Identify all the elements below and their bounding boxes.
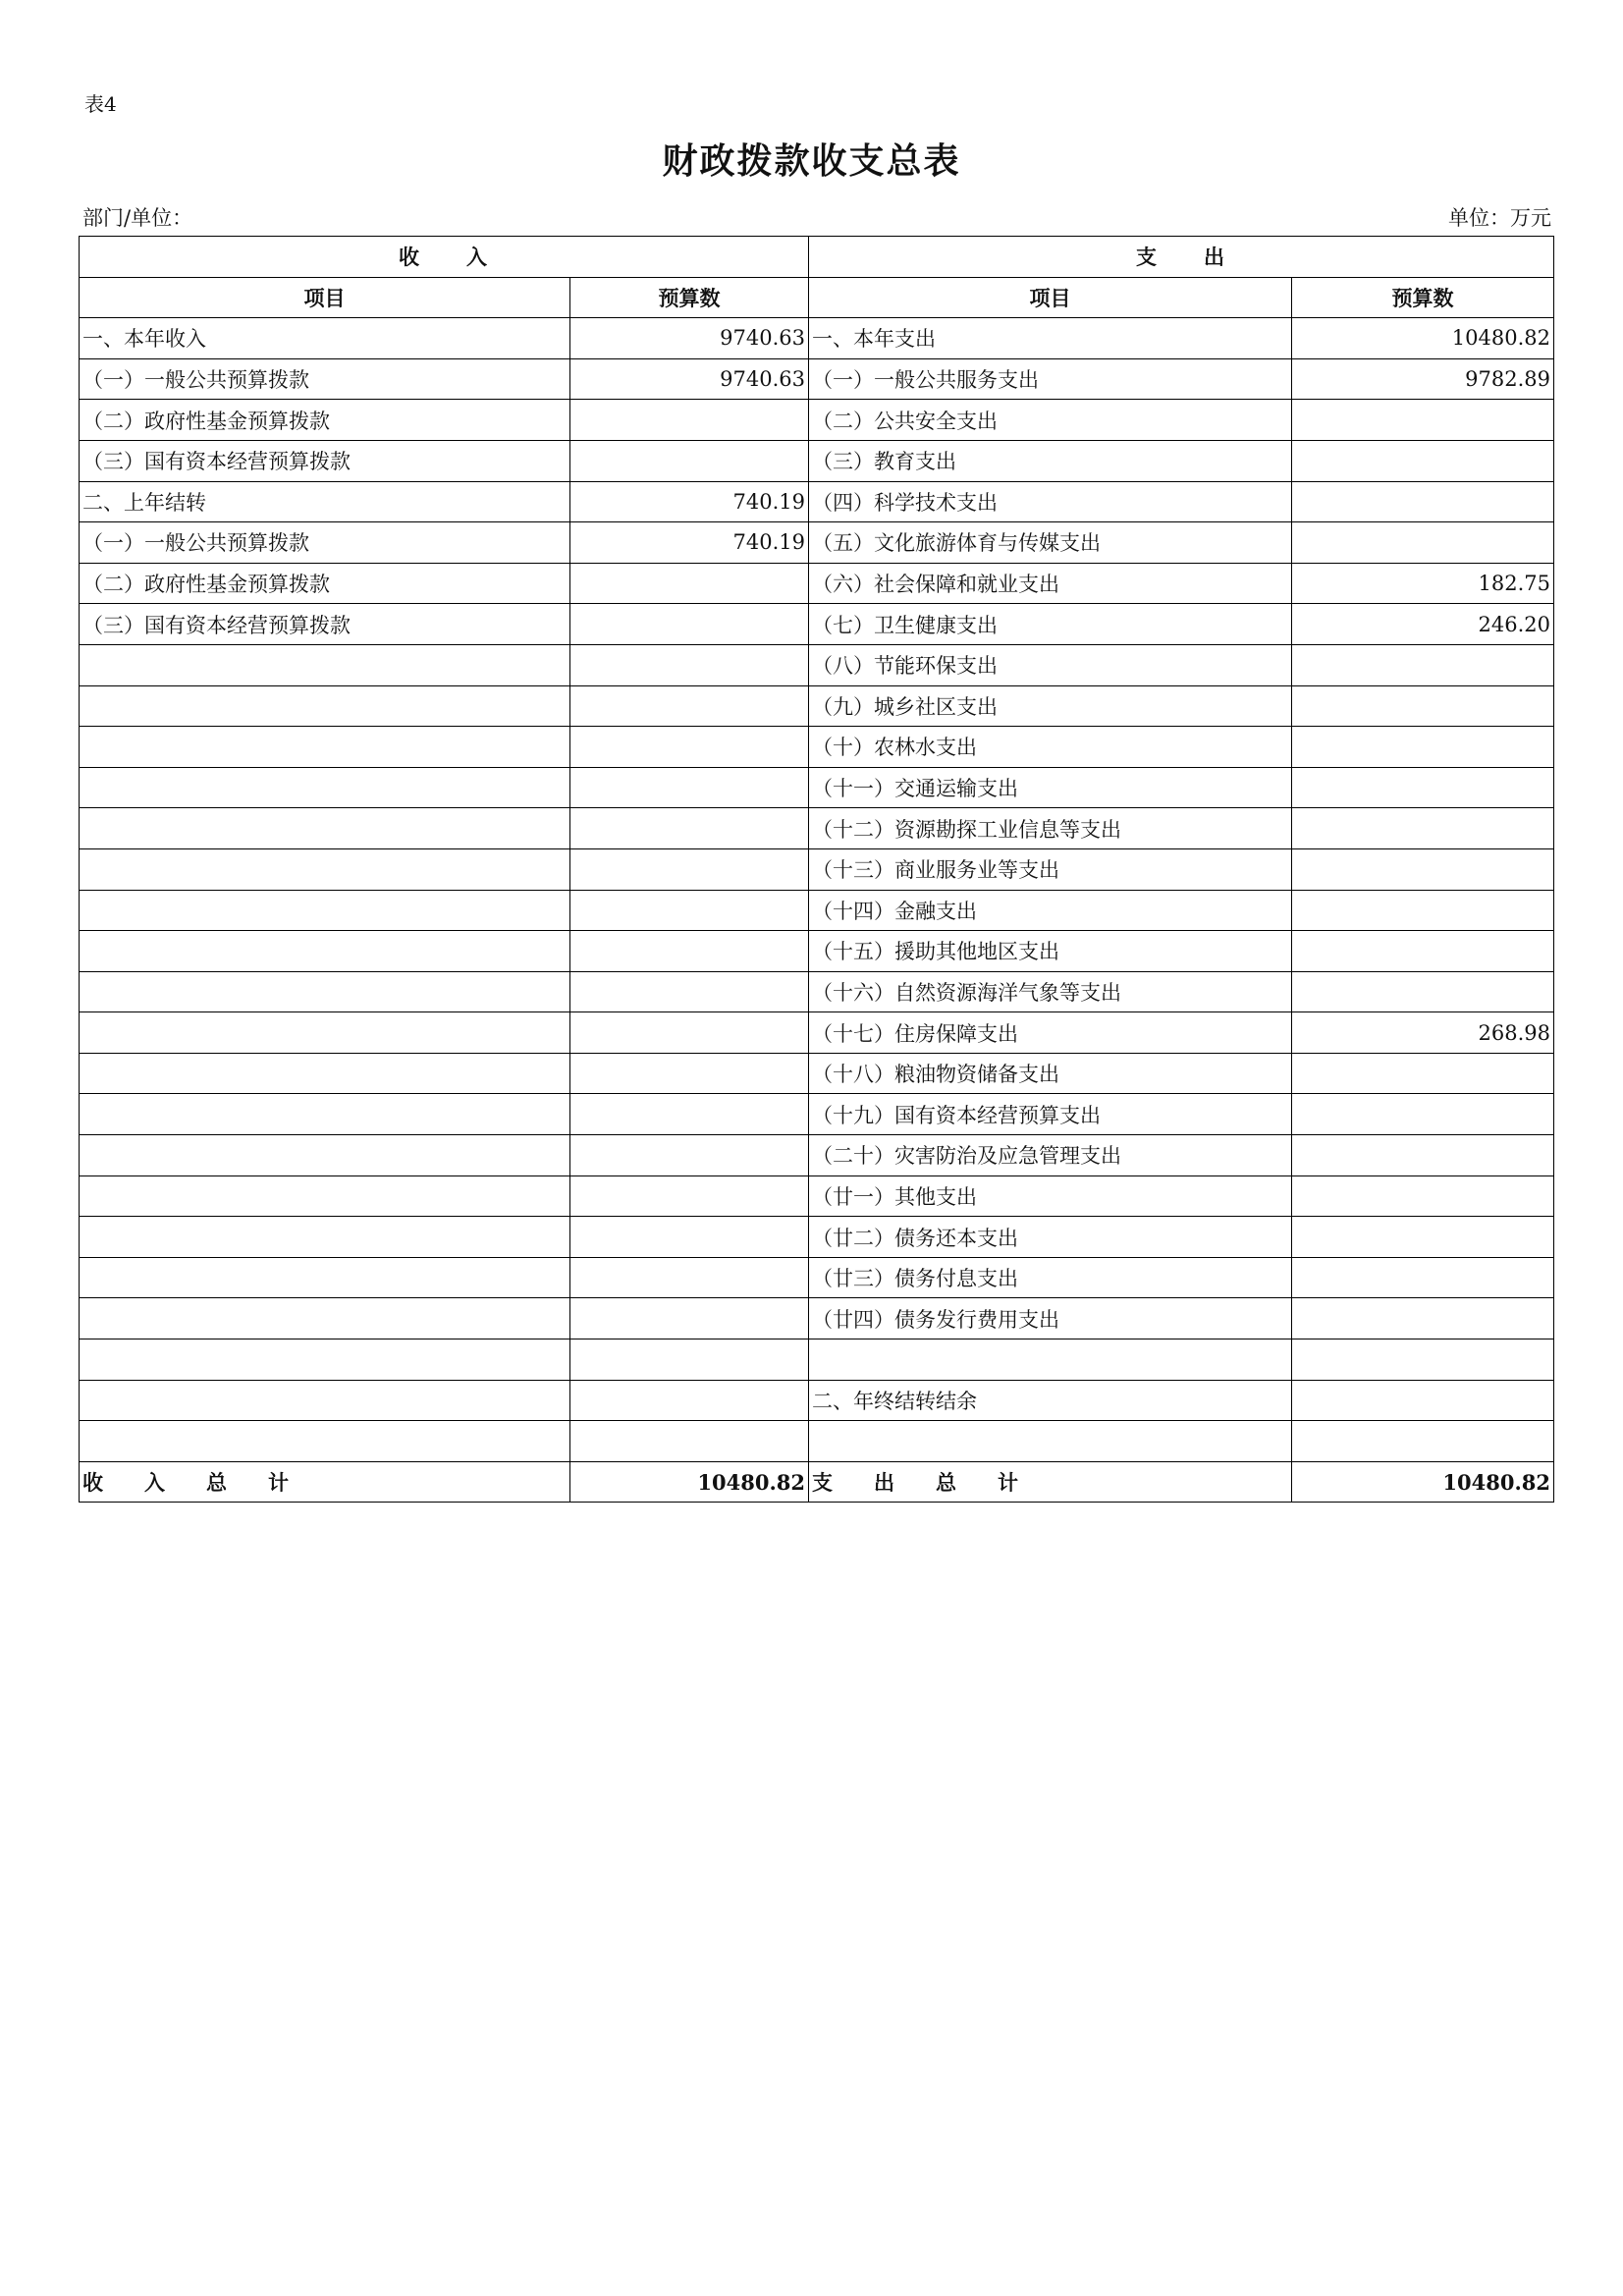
expense-value-cell [1292,808,1554,849]
income-value-cell [570,400,809,441]
meta-row [82,202,1551,230]
income-item-header: 项目 [80,277,570,318]
expense-item-cell: （十四）金融支出 [809,890,1292,931]
income-value-cell [570,727,809,768]
table-row [80,1175,1554,1217]
department-label: 部门/单位： [82,206,193,230]
income-item-cell: （三）国有资本经营预算拨款 [80,440,570,481]
expense-item-header: 项目 [809,277,1292,318]
expense-item-cell: （十五）援助其他地区支出 [809,931,1292,972]
expense-value-cell [1292,971,1554,1012]
income-item-cell: 一、本年收入 [80,318,570,359]
income-item-cell: （二）政府性基金预算拨款 [80,563,570,604]
income-item-cell [80,1175,570,1217]
table-row [80,727,1554,768]
table-row [80,1053,1554,1094]
table-row [80,685,1554,727]
expense-item-cell: （二）公共安全支出 [809,400,1292,441]
table-row [80,1421,1554,1462]
expense-total-label: 支 出 总 计 [809,1461,1292,1503]
income-value-cell [570,1053,809,1094]
expense-item-cell: （三）教育支出 [809,440,1292,481]
table-row [80,522,1554,564]
table-row [80,1135,1554,1176]
table-row [80,1298,1554,1339]
table-row [80,358,1554,400]
income-value-cell: 9740.63 [570,318,809,359]
expense-value-cell: 10480.82 [1292,318,1554,359]
table-row [80,604,1554,645]
income-value-cell [570,440,809,481]
income-value-cell [570,1012,809,1054]
income-value-cell [570,890,809,931]
income-value-cell [570,1094,809,1135]
expense-section-header: 支 出 [809,237,1554,278]
income-item-cell [80,1339,570,1381]
budget-table [79,236,1554,1503]
income-value-cell [570,1421,809,1462]
income-item-cell: （二）政府性基金预算拨款 [80,400,570,441]
income-item-cell: 二、上年结转 [80,481,570,522]
table-row [80,1257,1554,1298]
income-item-cell [80,1421,570,1462]
income-value-cell [570,971,809,1012]
expense-item-cell: （廿一）其他支出 [809,1175,1292,1217]
table-row [80,563,1554,604]
income-item-cell [80,1257,570,1298]
income-item-cell [80,890,570,931]
income-section-header: 收 入 [80,237,809,278]
income-item-cell [80,685,570,727]
income-item-cell [80,1135,570,1176]
expense-value-cell [1292,685,1554,727]
expense-value-cell: 268.98 [1292,1012,1554,1054]
income-value-cell [570,848,809,890]
income-item-cell [80,767,570,808]
expense-value-cell [1292,1298,1554,1339]
income-value-cell [570,808,809,849]
column-header-row [80,277,1554,318]
table-row [80,808,1554,849]
expense-item-cell: （廿三）债务付息支出 [809,1257,1292,1298]
expense-item-cell: 二、年终结转结余 [809,1380,1292,1421]
income-budget-header: 预算数 [570,277,809,318]
expense-value-cell [1292,1421,1554,1462]
expense-value-cell [1292,481,1554,522]
expense-value-cell [1292,1175,1554,1217]
expense-total-value: 10480.82 [1292,1461,1554,1503]
income-item-cell [80,971,570,1012]
expense-value-cell: 9782.89 [1292,358,1554,400]
expense-value-cell [1292,848,1554,890]
income-total-value: 10480.82 [570,1461,809,1503]
expense-item-cell: （十九）国有资本经营预算支出 [809,1094,1292,1135]
income-item-cell [80,1012,570,1054]
expense-item-cell: （十）农林水支出 [809,727,1292,768]
expense-item-cell [809,1421,1292,1462]
expense-item-cell: （七）卫生健康支出 [809,604,1292,645]
expense-item-cell: （二十）灾害防治及应急管理支出 [809,1135,1292,1176]
income-value-cell: 9740.63 [570,358,809,400]
expense-value-cell [1292,1135,1554,1176]
table-row [80,971,1554,1012]
table-row [80,1380,1554,1421]
table-row [80,644,1554,685]
section-header-row [80,237,1554,278]
expense-item-cell: （九）城乡社区支出 [809,685,1292,727]
table-row [80,1094,1554,1135]
table-row [80,767,1554,808]
expense-item-cell: （十六）自然资源海洋气象等支出 [809,971,1292,1012]
expense-value-cell [1292,1380,1554,1421]
income-item-cell [80,848,570,890]
expense-value-cell [1292,1217,1554,1258]
income-item-cell: （三）国有资本经营预算拨款 [80,604,570,645]
expense-item-cell: （十三）商业服务业等支出 [809,848,1292,890]
expense-item-cell: （六）社会保障和就业支出 [809,563,1292,604]
expense-item-cell: （四）科学技术支出 [809,481,1292,522]
expense-budget-header: 预算数 [1292,277,1554,318]
income-value-cell [570,563,809,604]
table-body [80,318,1554,1462]
income-value-cell [570,1339,809,1381]
income-value-cell [570,604,809,645]
expense-value-cell [1292,1053,1554,1094]
expense-value-cell [1292,400,1554,441]
expense-value-cell [1292,727,1554,768]
expense-item-cell: （十八）粮油物资储备支出 [809,1053,1292,1094]
totals-row [80,1461,1554,1503]
income-value-cell [570,1135,809,1176]
income-value-cell [570,767,809,808]
table-number-label: 表4 [84,92,117,116]
income-total-label: 收 入 总 计 [80,1461,570,1503]
expense-value-cell [1292,931,1554,972]
expense-item-cell [809,1339,1292,1381]
expense-item-cell: （十七）住房保障支出 [809,1012,1292,1054]
table-row [80,931,1554,972]
table-row [80,400,1554,441]
income-item-cell: （一）一般公共预算拨款 [80,522,570,564]
table-row [80,890,1554,931]
income-value-cell: 740.19 [570,522,809,564]
income-item-cell [80,808,570,849]
expense-item-cell: （八）节能环保支出 [809,644,1292,685]
income-value-cell: 740.19 [570,481,809,522]
income-item-cell [80,727,570,768]
income-item-cell [80,1094,570,1135]
income-item-cell: （一）一般公共预算拨款 [80,358,570,400]
table-row [80,848,1554,890]
expense-item-cell: （五）文化旅游体育与传媒支出 [809,522,1292,564]
table-row [80,440,1554,481]
income-item-cell [80,644,570,685]
expense-item-cell: （廿四）债务发行费用支出 [809,1298,1292,1339]
table-row [80,481,1554,522]
expense-item-cell: （一）一般公共服务支出 [809,358,1292,400]
income-value-cell [570,685,809,727]
income-item-cell [80,1380,570,1421]
expense-item-cell: 一、本年支出 [809,318,1292,359]
income-item-cell [80,1298,570,1339]
table-row [80,318,1554,359]
income-value-cell [570,1298,809,1339]
expense-value-cell [1292,1339,1554,1381]
expense-value-cell: 182.75 [1292,563,1554,604]
expense-value-cell: 246.20 [1292,604,1554,645]
income-item-cell [80,1053,570,1094]
income-value-cell [570,1175,809,1217]
expense-value-cell [1292,644,1554,685]
expense-value-cell [1292,767,1554,808]
income-value-cell [570,1217,809,1258]
expense-item-cell: （廿二）债务还本支出 [809,1217,1292,1258]
income-item-cell [80,931,570,972]
expense-value-cell [1292,522,1554,564]
expense-value-cell [1292,1094,1554,1135]
table-row [80,1217,1554,1258]
income-value-cell [570,931,809,972]
expense-item-cell: （十一）交通运输支出 [809,767,1292,808]
expense-value-cell [1292,890,1554,931]
income-item-cell [80,1217,570,1258]
expense-item-cell: （十二）资源勘探工业信息等支出 [809,808,1292,849]
expense-value-cell [1292,1257,1554,1298]
expense-value-cell [1292,440,1554,481]
income-value-cell [570,644,809,685]
table-row [80,1339,1554,1381]
income-value-cell [570,1380,809,1421]
table-row [80,1012,1554,1054]
page-title: 财政拨款收支总表 [662,140,961,182]
unit-label: 单位：万元 [1448,206,1551,230]
income-value-cell [570,1257,809,1298]
